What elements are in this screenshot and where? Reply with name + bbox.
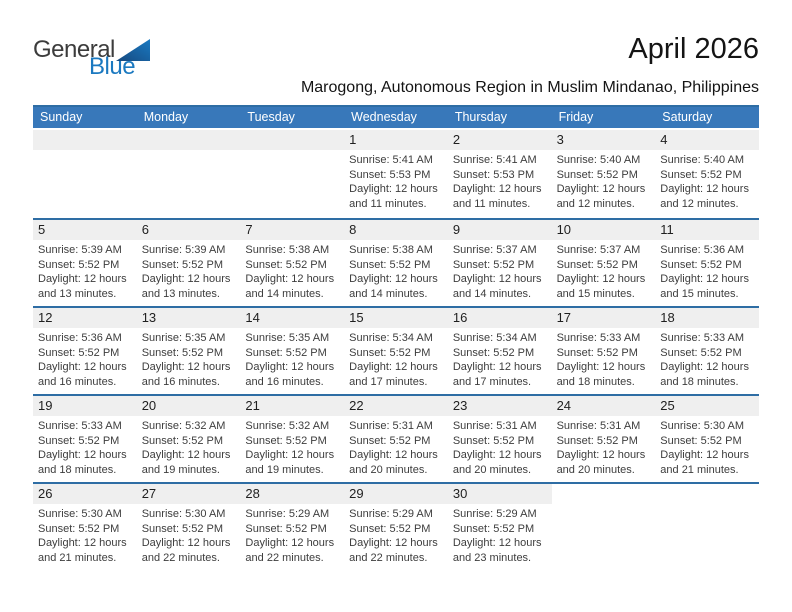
sunrise-text: Sunrise: 5:29 AM (349, 508, 433, 520)
day-number: 12 (33, 308, 137, 328)
week-row (33, 130, 759, 218)
week-row (33, 394, 759, 482)
sunrise-text: Sunrise: 5:35 AM (141, 332, 226, 344)
day-number: 3 (552, 130, 656, 150)
sunset-text: Sunset: 5:52 PM (245, 522, 327, 535)
day-cell (552, 308, 656, 394)
day-number: 8 (344, 220, 448, 240)
sunset-text: Sunset: 5:52 PM (660, 258, 742, 271)
day-number: 18 (655, 308, 759, 328)
sunrise-text: Sunrise: 5:41 AM (452, 154, 537, 166)
location-subtitle: Marogong, Autonomous Region in Muslim Mindanao, Philippines (300, 79, 759, 96)
sunrise-text: Sunrise: 5:36 AM (38, 332, 122, 344)
day-number: 25 (655, 396, 759, 416)
day-details (33, 504, 137, 565)
day-details (448, 150, 552, 211)
daylight-text: Daylight: 12 hours and 15 minutes. (556, 273, 646, 300)
calendar-weeks (33, 130, 759, 570)
day-cell (137, 220, 241, 306)
sunset-text: Sunset: 5:52 PM (38, 258, 120, 271)
day-cell (344, 220, 448, 306)
daylight-text: Daylight: 12 hours and 21 minutes. (660, 449, 749, 476)
sunset-text: Sunset: 5:52 PM (349, 346, 431, 359)
sunrise-text: Sunrise: 5:38 AM (349, 244, 433, 256)
weekday-header-monday: Monday (143, 110, 189, 124)
day-number (33, 130, 137, 150)
weekday-header-tuesday: Tuesday (247, 110, 295, 124)
sunrise-text: Sunrise: 5:33 AM (556, 332, 641, 344)
daylight-text: Daylight: 12 hours and 19 minutes. (141, 449, 231, 476)
week-row (33, 482, 759, 570)
daylight-text: Daylight: 12 hours and 14 minutes. (349, 273, 438, 300)
sunrise-text: Sunrise: 5:29 AM (452, 508, 537, 520)
day-cell (137, 484, 241, 570)
day-cell (448, 396, 552, 482)
sunset-text: Sunset: 5:52 PM (38, 522, 120, 535)
weekday-header-thursday: Thursday (454, 110, 507, 124)
day-number: 13 (137, 308, 241, 328)
day-cell (33, 220, 137, 306)
logo-word-blue: Blue (89, 53, 136, 80)
day-details (33, 240, 137, 301)
day-details (33, 416, 137, 477)
weekday-header-saturday: Saturday (662, 110, 713, 124)
daylight-text: Daylight: 12 hours and 21 minutes. (38, 537, 127, 564)
day-number: 6 (137, 220, 241, 240)
day-number (655, 484, 759, 504)
sunrise-text: Sunrise: 5:40 AM (556, 154, 641, 166)
daylight-text: Daylight: 12 hours and 11 minutes. (452, 183, 542, 210)
sunrise-text: Sunrise: 5:33 AM (660, 332, 745, 344)
day-details (448, 328, 552, 389)
sunset-text: Sunset: 5:52 PM (660, 346, 742, 359)
sunrise-text: Sunrise: 5:36 AM (660, 244, 745, 256)
day-details (240, 328, 344, 389)
sunrise-text: Sunrise: 5:32 AM (245, 420, 330, 432)
day-number: 2 (448, 130, 552, 150)
daylight-text: Daylight: 12 hours and 22 minutes. (349, 537, 438, 564)
daylight-text: Daylight: 12 hours and 13 minutes. (141, 273, 231, 300)
day-number: 14 (240, 308, 344, 328)
day-number: 16 (448, 308, 552, 328)
daylight-text: Daylight: 12 hours and 15 minutes. (660, 273, 749, 300)
day-details (344, 504, 448, 565)
day-cell (655, 308, 759, 394)
day-number: 30 (448, 484, 552, 504)
sunrise-text: Sunrise: 5:37 AM (452, 244, 537, 256)
day-cell (240, 220, 344, 306)
weekday-header-sunday: Sunday (40, 110, 83, 124)
day-cell (33, 396, 137, 482)
day-details (552, 240, 656, 301)
calendar-table (33, 105, 759, 570)
sunset-text: Sunset: 5:52 PM (556, 346, 638, 359)
day-number: 20 (137, 396, 241, 416)
sunrise-text: Sunrise: 5:31 AM (556, 420, 641, 432)
day-details (137, 416, 241, 477)
sunrise-text: Sunrise: 5:40 AM (660, 154, 745, 166)
day-number: 7 (240, 220, 344, 240)
daylight-text: Daylight: 12 hours and 20 minutes. (349, 449, 438, 476)
day-details (448, 416, 552, 477)
day-cell (240, 484, 344, 570)
sunset-text: Sunset: 5:52 PM (141, 346, 224, 359)
day-cell (448, 130, 552, 218)
sunset-text: Sunset: 5:52 PM (38, 346, 120, 359)
daylight-text: Daylight: 12 hours and 13 minutes. (38, 273, 127, 300)
sunset-text: Sunset: 5:52 PM (245, 346, 327, 359)
day-cell-empty (552, 484, 656, 570)
day-details (344, 240, 448, 301)
daylight-text: Daylight: 12 hours and 22 minutes. (141, 537, 231, 564)
week-row (33, 218, 759, 306)
day-number: 1 (344, 130, 448, 150)
day-cell (552, 130, 656, 218)
day-details (137, 328, 241, 389)
day-number: 19 (33, 396, 137, 416)
day-cell (240, 308, 344, 394)
day-number (137, 130, 241, 150)
day-number: 22 (344, 396, 448, 416)
sunrise-text: Sunrise: 5:29 AM (245, 508, 330, 520)
week-row (33, 306, 759, 394)
sunset-text: Sunset: 5:52 PM (452, 522, 535, 535)
day-details (552, 150, 656, 211)
sunset-text: Sunset: 5:52 PM (452, 346, 535, 359)
sunrise-text: Sunrise: 5:35 AM (245, 332, 330, 344)
daylight-text: Daylight: 12 hours and 16 minutes. (38, 361, 127, 388)
day-cell (344, 396, 448, 482)
day-number: 5 (33, 220, 137, 240)
day-number: 28 (240, 484, 344, 504)
daylight-text: Daylight: 12 hours and 19 minutes. (245, 449, 335, 476)
day-number (552, 484, 656, 504)
day-cell-empty (137, 130, 241, 218)
sunrise-text: Sunrise: 5:32 AM (141, 420, 226, 432)
daylight-text: Daylight: 12 hours and 14 minutes. (452, 273, 542, 300)
daylight-text: Daylight: 12 hours and 14 minutes. (245, 273, 335, 300)
weekday-header-row (33, 105, 759, 128)
day-number: 29 (344, 484, 448, 504)
day-details (344, 416, 448, 477)
day-cell (655, 396, 759, 482)
day-cell-empty (33, 130, 137, 218)
daylight-text: Daylight: 12 hours and 20 minutes. (556, 449, 646, 476)
day-details (344, 150, 448, 211)
sunset-text: Sunset: 5:52 PM (245, 258, 327, 271)
day-cell (448, 220, 552, 306)
day-details (655, 328, 759, 389)
sunset-text: Sunset: 5:52 PM (660, 168, 742, 181)
day-cell (344, 308, 448, 394)
day-number: 23 (448, 396, 552, 416)
daylight-text: Daylight: 12 hours and 12 minutes. (660, 183, 749, 210)
sunset-text: Sunset: 5:52 PM (556, 258, 638, 271)
sunrise-text: Sunrise: 5:33 AM (38, 420, 122, 432)
sunrise-text: Sunrise: 5:38 AM (245, 244, 330, 256)
sunrise-text: Sunrise: 5:34 AM (452, 332, 537, 344)
day-cell (33, 308, 137, 394)
day-cell (137, 308, 241, 394)
daylight-text: Daylight: 12 hours and 12 minutes. (556, 183, 646, 210)
sunset-text: Sunset: 5:52 PM (660, 434, 742, 447)
day-number: 21 (240, 396, 344, 416)
sunset-text: Sunset: 5:52 PM (452, 434, 535, 447)
sunset-text: Sunset: 5:53 PM (349, 168, 431, 181)
day-number: 4 (655, 130, 759, 150)
sunset-text: Sunset: 5:52 PM (141, 258, 224, 271)
sunrise-text: Sunrise: 5:31 AM (349, 420, 433, 432)
daylight-text: Daylight: 12 hours and 22 minutes. (245, 537, 335, 564)
day-cell (552, 220, 656, 306)
sunset-text: Sunset: 5:52 PM (556, 434, 638, 447)
sunrise-text: Sunrise: 5:30 AM (660, 420, 745, 432)
day-details (33, 328, 137, 389)
day-cell (137, 396, 241, 482)
day-details (240, 240, 344, 301)
sunrise-text: Sunrise: 5:39 AM (38, 244, 122, 256)
day-details (137, 240, 241, 301)
day-details (240, 416, 344, 477)
general-blue-logo (33, 38, 150, 79)
weekday-header-wednesday: Wednesday (351, 110, 417, 124)
day-cell (240, 396, 344, 482)
sunset-text: Sunset: 5:52 PM (245, 434, 327, 447)
daylight-text: Daylight: 12 hours and 18 minutes. (556, 361, 646, 388)
day-number (240, 130, 344, 150)
daylight-text: Daylight: 12 hours and 20 minutes. (452, 449, 542, 476)
day-details (448, 240, 552, 301)
day-cell (448, 484, 552, 570)
sunrise-text: Sunrise: 5:39 AM (141, 244, 226, 256)
sunrise-text: Sunrise: 5:37 AM (556, 244, 641, 256)
daylight-text: Daylight: 12 hours and 18 minutes. (660, 361, 749, 388)
sunset-text: Sunset: 5:52 PM (556, 168, 638, 181)
day-number: 27 (137, 484, 241, 504)
day-number: 10 (552, 220, 656, 240)
day-number: 15 (344, 308, 448, 328)
daylight-text: Daylight: 12 hours and 16 minutes. (141, 361, 231, 388)
daylight-text: Daylight: 12 hours and 23 minutes. (452, 537, 542, 564)
day-cell (552, 396, 656, 482)
day-details (655, 240, 759, 301)
daylight-text: Daylight: 12 hours and 16 minutes. (245, 361, 335, 388)
day-number: 17 (552, 308, 656, 328)
day-number: 26 (33, 484, 137, 504)
sunrise-text: Sunrise: 5:41 AM (349, 154, 433, 166)
daylight-text: Daylight: 12 hours and 17 minutes. (349, 361, 438, 388)
sunset-text: Sunset: 5:52 PM (141, 434, 224, 447)
day-details (655, 416, 759, 477)
day-cell (655, 220, 759, 306)
sunrise-text: Sunrise: 5:34 AM (349, 332, 433, 344)
daylight-text: Daylight: 12 hours and 17 minutes. (452, 361, 542, 388)
day-cell (33, 484, 137, 570)
sunrise-text: Sunrise: 5:31 AM (452, 420, 537, 432)
sunset-text: Sunset: 5:52 PM (349, 434, 431, 447)
sunset-text: Sunset: 5:52 PM (141, 522, 224, 535)
daylight-text: Daylight: 12 hours and 11 minutes. (349, 183, 438, 210)
sunset-text: Sunset: 5:52 PM (349, 522, 431, 535)
day-number: 11 (655, 220, 759, 240)
day-cell-empty (655, 484, 759, 570)
weekday-header-friday: Friday (558, 110, 594, 124)
day-cell (655, 130, 759, 218)
day-details (344, 328, 448, 389)
day-details (240, 504, 344, 565)
sunrise-text: Sunrise: 5:30 AM (38, 508, 122, 520)
daylight-text: Daylight: 12 hours and 18 minutes. (38, 449, 127, 476)
sunset-text: Sunset: 5:52 PM (452, 258, 535, 271)
day-details (552, 328, 656, 389)
sunrise-text: Sunrise: 5:30 AM (141, 508, 226, 520)
sunset-text: Sunset: 5:53 PM (452, 168, 535, 181)
day-details (137, 504, 241, 565)
sunset-text: Sunset: 5:52 PM (349, 258, 431, 271)
day-number: 24 (552, 396, 656, 416)
logo-word-general: General (33, 36, 115, 63)
day-details (655, 150, 759, 211)
day-details (552, 416, 656, 477)
day-cell-empty (240, 130, 344, 218)
day-cell (344, 130, 448, 218)
sunset-text: Sunset: 5:52 PM (38, 434, 120, 447)
day-cell (448, 308, 552, 394)
day-details (448, 504, 552, 565)
day-cell (344, 484, 448, 570)
day-number: 9 (448, 220, 552, 240)
page-title: April 2026 (628, 33, 759, 65)
